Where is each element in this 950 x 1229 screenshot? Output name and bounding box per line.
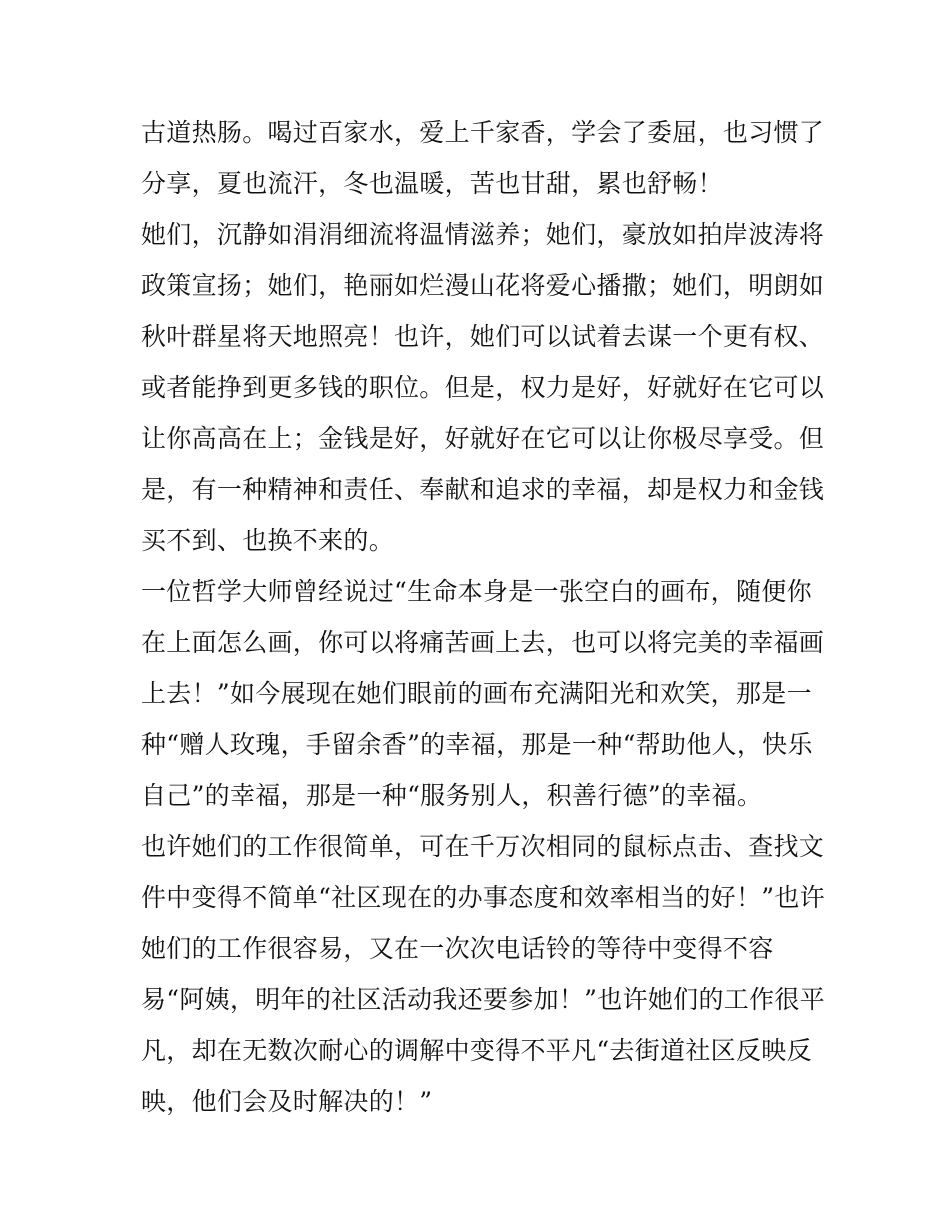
text-line: 她们，沉静如涓涓细流将温情滋养；她们，豪放如拍岸波涛将 bbox=[141, 220, 825, 249]
text-line: 也许她们的工作很简单，可在千万次相同的鼠标点击、查找文 bbox=[141, 832, 825, 861]
text-line: 秋叶群星将天地照亮！也许，她们可以试着去谋一个更有权、 bbox=[141, 322, 825, 351]
text-line: 易“阿姨，明年的社区活动我还要参加！”也许她们的工作很平 bbox=[141, 985, 825, 1014]
text-line: 在上面怎么画，你可以将痛苦画上去，也可以将完美的幸福画 bbox=[141, 628, 825, 657]
text-line: 上去！”如今展现在她们眼前的画布充满阳光和欢笑，那是一 bbox=[141, 679, 812, 708]
text-line: 凡，却在无数次耐心的调解中变得不平凡“去街道社区反映反 bbox=[141, 1036, 812, 1065]
body-text bbox=[141, 107, 825, 1127]
text-line: 或者能挣到更多钱的职位。但是，权力是好，好就好在它可以 bbox=[141, 373, 825, 402]
text-line: 买不到、也换不来的。 bbox=[141, 526, 395, 555]
text-line: 自己”的幸福，那是一种“服务别人，积善行德”的幸福。 bbox=[141, 781, 763, 810]
text-line: 让你高高在上；金钱是好，好就好在它可以让你极尽享受。但 bbox=[141, 424, 825, 453]
text-line: 分享，夏也流汗，冬也温暖，苦也甘甜，累也舒畅！ bbox=[141, 169, 723, 198]
text-line: 她们的工作很容易，又在一次次电话铃的等待中变得不容 bbox=[141, 934, 774, 963]
text-line: 一位哲学大师曾经说过“生命本身是一张空白的画布，随便你 bbox=[141, 577, 812, 606]
text-line: 映，他们会及时解决的！” bbox=[141, 1087, 433, 1116]
text-line: 件中变得不简单“社区现在的办事态度和效率相当的好！”也许 bbox=[141, 883, 825, 912]
text-line: 古道热肠。喝过百家水，爱上千家香，学会了委屈，也习惯了 bbox=[141, 118, 825, 147]
text-line: 政策宣扬；她们，艳丽如烂漫山花将爱心播撒；她们，明朗如 bbox=[141, 271, 825, 300]
text-line: 是，有一种精神和责任、奉献和追求的幸福，却是权力和金钱 bbox=[141, 475, 825, 504]
text-line: 种“赠人玫瑰，手留余香”的幸福，那是一种“帮助他人，快乐 bbox=[141, 730, 813, 759]
